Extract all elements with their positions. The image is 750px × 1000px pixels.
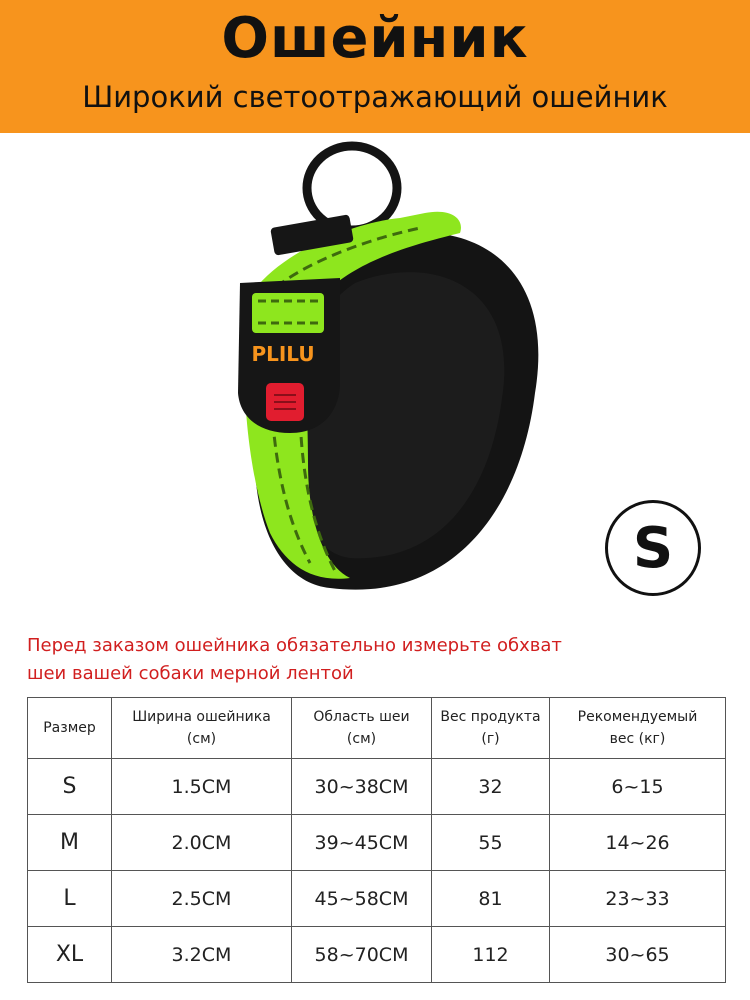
table-cell: 81 — [432, 871, 550, 927]
table-cell: 30~65 — [550, 927, 726, 983]
table-cell: XL — [28, 927, 112, 983]
table-cell: 14~26 — [550, 815, 726, 871]
table-row — [28, 871, 726, 927]
table-cell: 2.5CM — [112, 871, 292, 927]
measure-note-line: шеи вашей собаки мерной лентой — [27, 663, 354, 684]
table-cell: 6~15 — [550, 759, 726, 815]
table-cell: 3.2CM — [112, 927, 292, 983]
table-cell: 32 — [432, 759, 550, 815]
header-banner — [0, 0, 750, 133]
table-cell: 58~70CM — [292, 927, 432, 983]
table-cell: 45~58CM — [292, 871, 432, 927]
table-row — [28, 815, 726, 871]
table-cell: S — [28, 759, 112, 815]
measure-note — [27, 632, 727, 688]
measure-note-line: Перед заказом ошейника обязательно измерьте обхват — [27, 635, 562, 656]
column-header: Ширина ошейника (см) — [112, 698, 292, 759]
table-cell: M — [28, 815, 112, 871]
table-header-row — [28, 698, 726, 759]
column-header: Область шеи (см) — [292, 698, 432, 759]
table-row — [28, 759, 726, 815]
size-table — [27, 697, 726, 983]
table-cell: 39~45CM — [292, 815, 432, 871]
collar-product-image — [190, 133, 570, 613]
banner-subtitle: Широкий светоотражающий ошейник — [82, 80, 668, 114]
table-row — [28, 927, 726, 983]
table-cell: 23~33 — [550, 871, 726, 927]
table-cell: 1.5CM — [112, 759, 292, 815]
table-cell: L — [28, 871, 112, 927]
banner-title: Ошейник — [221, 6, 529, 71]
table-cell: 112 — [432, 927, 550, 983]
column-header: Вес продукта (г) — [432, 698, 550, 759]
size-badge: S — [605, 500, 701, 596]
column-header: Рекомендуемый вес (кг) — [550, 698, 726, 759]
table-cell: 55 — [432, 815, 550, 871]
table-cell: 2.0CM — [112, 815, 292, 871]
svg-text:PLILU: PLILU — [251, 342, 315, 366]
table-cell: 30~38CM — [292, 759, 432, 815]
d-ring-icon — [307, 146, 397, 230]
column-header: Размер — [28, 698, 112, 759]
